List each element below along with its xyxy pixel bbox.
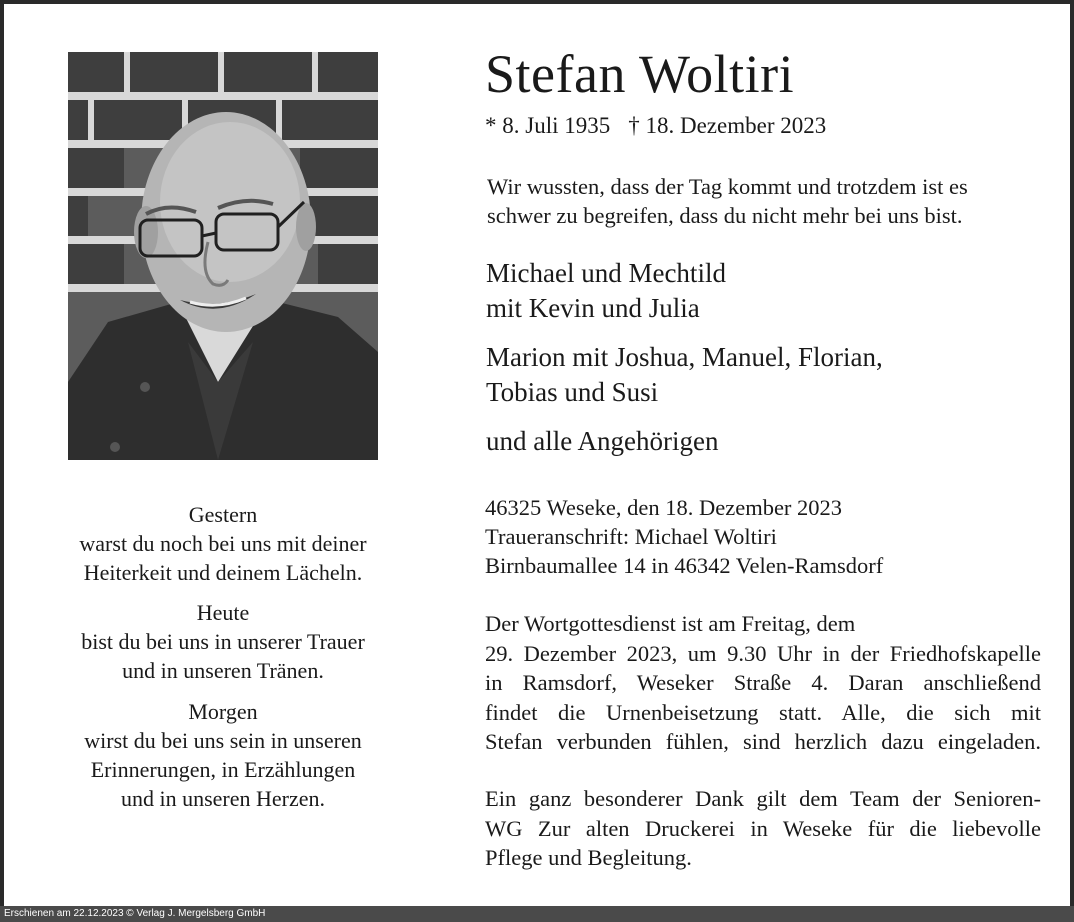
service-line: 29. Dezember 2023, um 9.30 Uhr in der Friedhofskapelle [485,640,1041,666]
service-line: findet die Urnenbeisetzung statt. Alle, die sich mit [485,699,1041,725]
address-line: Traueranschrift: Michael Woltiri [485,524,777,549]
poem-line: Gestern [188,502,258,527]
family-line: und alle Angehörigen [486,426,719,456]
service-notice [485,609,1041,757]
quote-line: Wir wussten, dass der Tag kommt und trotzdem ist es [487,174,968,199]
thanks-line: Pflege und Begleitung. [485,845,692,870]
deceased-name: Stefan Woltiri [485,44,795,104]
poem-line: Heiterkeit und deinem Lächeln. [83,560,363,585]
service-line: Stefan verbunden fühlen, sind herzlich dazu eingeladen. [485,729,1041,754]
family-line: Marion mit Joshua, Manuel, Florian, [486,342,883,372]
poem-stanza [34,500,412,587]
poem-stanza [34,598,412,685]
memorial-quote [487,172,968,230]
poem-line: Morgen [188,699,258,724]
poem-line: Erinnerungen, in Erzählungen [90,757,356,782]
poem-stanza [34,697,412,813]
family-group [486,424,1046,459]
poem-line: wirst du bei uns sein in unseren [84,728,362,753]
family-group [486,256,1046,326]
poem-line: und in unseren Tränen. [122,658,324,683]
family-line: Michael und Mechtild [486,258,726,288]
poem-line: bist du bei uns in unserer Trauer [81,629,365,654]
quote-line: schwer zu begreifen, dass du nicht mehr bei uns bist. [487,203,963,228]
thanks-notice [485,784,1041,873]
service-line: in Ramsdorf, Weseker Straße 4. Daran anschließend [485,670,1041,695]
mourning-address [485,493,883,580]
family-group [486,340,1046,410]
death-date: † 18. Dezember 2023 [628,113,827,138]
thanks-line: Ein ganz besonderer Dank gilt dem Team der Senioren- [485,786,1041,811]
family-line: Tobias und Susi [486,377,659,407]
address-line: Birnbaumallee 14 in 46342 Velen-Ramsdorf [485,553,884,578]
publication-footer: Erschienen am 22.12.2023 © Verlag J. Mergelsberg GmbH [0,906,1074,922]
portrait-photo [68,52,378,460]
birth-date: * 8. Juli 1935 [485,113,611,138]
family-line: mit Kevin und Julia [486,293,700,323]
life-dates [485,111,826,141]
poem-line: Heute [196,600,250,625]
service-line: Der Wortgottesdienst ist am Freitag, dem [485,611,856,636]
address-line: 46325 Weseke, den 18. Dezember 2023 [485,495,843,520]
poem-line: warst du noch bei uns mit deiner [79,531,367,556]
poem-line: und in unseren Herzen. [120,786,326,811]
thanks-line: WG Zur alten Druckerei in Weseke für die liebevolle [485,815,1041,841]
